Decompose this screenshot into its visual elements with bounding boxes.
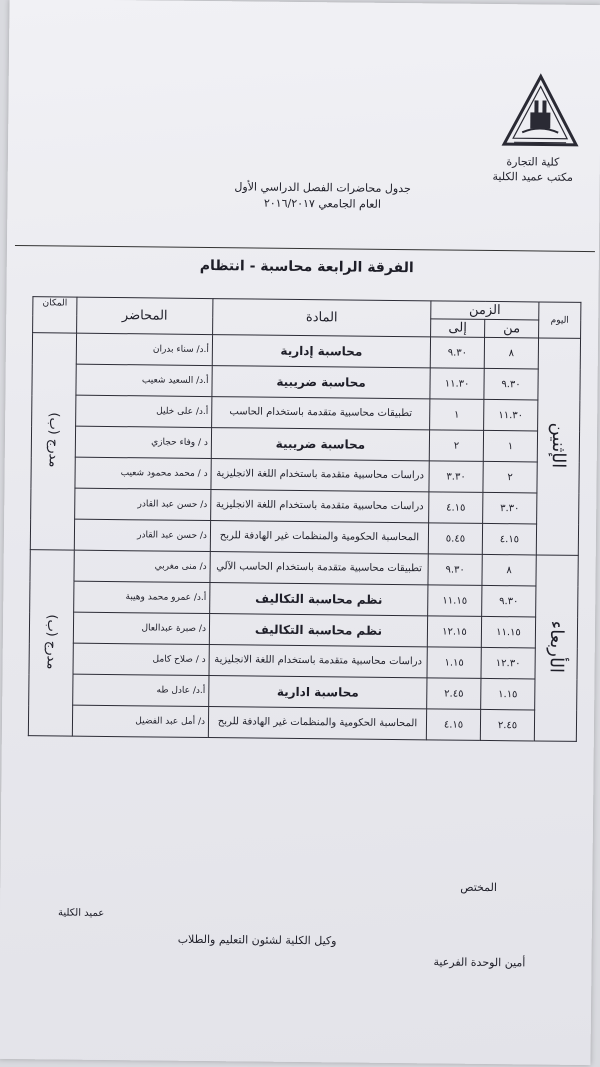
subject-cell: دراسات محاسبية متقدمة باستخدام اللغة الانجليزية [211, 459, 429, 492]
schedule-body [28, 333, 580, 742]
place-name: مدرج (ب) [43, 613, 60, 669]
time-to: ٤.١٥ [429, 492, 483, 524]
signature-unit-secretary: أمين الوحدة الفرعية [433, 955, 526, 970]
subject-cell: المحاسبة الحكومية والمنظمات غير الهادفة للربح [210, 521, 428, 554]
college-name: كلية التجارة [506, 155, 560, 169]
time-from: ٨ [484, 337, 538, 369]
time-from: ٣.٣٠ [483, 492, 537, 524]
subject-cell: دراسات محاسبية متقدمة باستخدام اللغة الانجليزية [211, 490, 429, 523]
dean-office: مكتب عميد الكلية [492, 169, 574, 184]
signature-dean: عميد الكلية [57, 907, 105, 919]
subject-cell: المحاسبة الحكومية والمنظمات غير الهادفة للربح [208, 707, 426, 740]
time-from: ٨ [482, 554, 536, 586]
lecturer-cell: د/ حسن عبد القادر [75, 488, 211, 520]
lecturer-cell: أ.د/ عادل طه [73, 674, 209, 706]
time-to: ٢ [429, 430, 483, 462]
group-title: الفرقة الرابعة محاسبة - انتظام [199, 257, 414, 277]
table-row [28, 705, 576, 742]
subject-cell: نظم محاسبة التكاليف [210, 583, 428, 616]
header-day: اليوم [539, 302, 581, 338]
time-from: ١ [483, 430, 537, 462]
time-from: ١١.٣٠ [484, 399, 538, 431]
subject-cell: محاسبة إدارية [212, 335, 430, 368]
subject-cell: محاسبة ضريبية [212, 366, 430, 399]
lecturer-cell: د / وفاء حجازي [75, 426, 211, 458]
header-from: من [485, 319, 539, 338]
time-to: ٤.١٥ [426, 709, 480, 741]
time-from: ٩.٣٠ [484, 368, 538, 400]
lecturer-cell: أ.د/ على خليل [76, 395, 212, 427]
lecturer-cell: د / محمد محمود شعيب [75, 457, 211, 489]
time-to: ١٢.١٥ [427, 616, 481, 648]
place-cell [30, 333, 76, 550]
place-cell [28, 550, 74, 736]
time-to: ٢.٤٥ [427, 678, 481, 710]
time-to: ١.١٥ [427, 647, 481, 679]
header-lecturer: المحاضر [77, 297, 213, 334]
lecturer-cell: د / صلاح كامل [73, 643, 209, 675]
day-name: الأربعاء [545, 620, 568, 673]
subject-cell: دراسات محاسبية متقدمة باستخدام اللغة الانجليزية [209, 645, 427, 678]
lecturer-cell: د/ حسن عبد القادر [74, 519, 210, 551]
time-from: ١١.١٥ [481, 616, 535, 648]
signature-specialist: المختص [460, 880, 498, 895]
day-cell [536, 338, 580, 555]
header-to: إلى [431, 319, 485, 338]
place-name: مدرج (ب) [45, 412, 62, 468]
lecturer-cell: أ.د/ السعيد شعيب [76, 364, 212, 396]
time-to: ٩.٣٠ [428, 554, 482, 586]
subject-cell: تطبيقات محاسبية متقدمة باستخدام الحاسب الآلي [210, 552, 428, 585]
header-divider [15, 245, 595, 252]
lecturer-cell: د/ أمل عبد الفضيل [72, 705, 208, 737]
time-to: ٩.٣٠ [430, 337, 484, 369]
lecturer-cell: د/ منى مغربي [74, 550, 210, 582]
header-row [33, 297, 581, 321]
time-from: ٩.٣٠ [482, 585, 536, 617]
day-name: الإثنين [547, 422, 570, 469]
day-cell [534, 555, 578, 741]
header-place: المكان [33, 297, 77, 333]
lecturer-cell: أ.د/ سناء بدران [76, 333, 212, 365]
subject-cell: تطبيقات محاسبية متقدمة باستخدام الحاسب [212, 397, 430, 430]
subject-cell: محاسبة ادارية [209, 676, 427, 709]
header-subject: المادة [213, 299, 431, 337]
time-from: ٢ [483, 461, 537, 493]
time-from: ١٢.٣٠ [481, 647, 535, 679]
time-from: ٢.٤٥ [480, 709, 534, 741]
time-from: ٤.١٥ [482, 523, 536, 555]
time-to: ١١.٣٠ [430, 368, 484, 400]
college-header [478, 154, 588, 185]
time-to: ٥.٤٥ [428, 523, 482, 555]
schedule-title-block [207, 179, 437, 213]
lecturer-cell: د/ صبرة عبدالعال [73, 612, 209, 644]
header-time: الزمن [431, 301, 539, 320]
time-to: ١ [430, 399, 484, 431]
schedule-title: جدول محاضرات الفصل الدراسي الأول [234, 180, 411, 196]
academic-year: العام الجامعي ٢٠١٦/٢٠١٧ [263, 196, 382, 211]
time-from: ١.١٥ [481, 678, 535, 710]
time-to: ٣.٣٠ [429, 461, 483, 493]
university-logo [500, 72, 581, 153]
subject-cell: نظم محاسبة التكاليف [209, 614, 427, 647]
time-to: ١١.١٥ [428, 585, 482, 617]
signature-vice-dean: وكيل الكلية لشئون التعليم والطلاب [177, 932, 337, 948]
lecturer-cell: أ.د/ عمرو محمد وهيبة [74, 581, 210, 613]
subject-cell: محاسبة ضريبية [211, 428, 429, 461]
schedule-table [28, 296, 582, 742]
